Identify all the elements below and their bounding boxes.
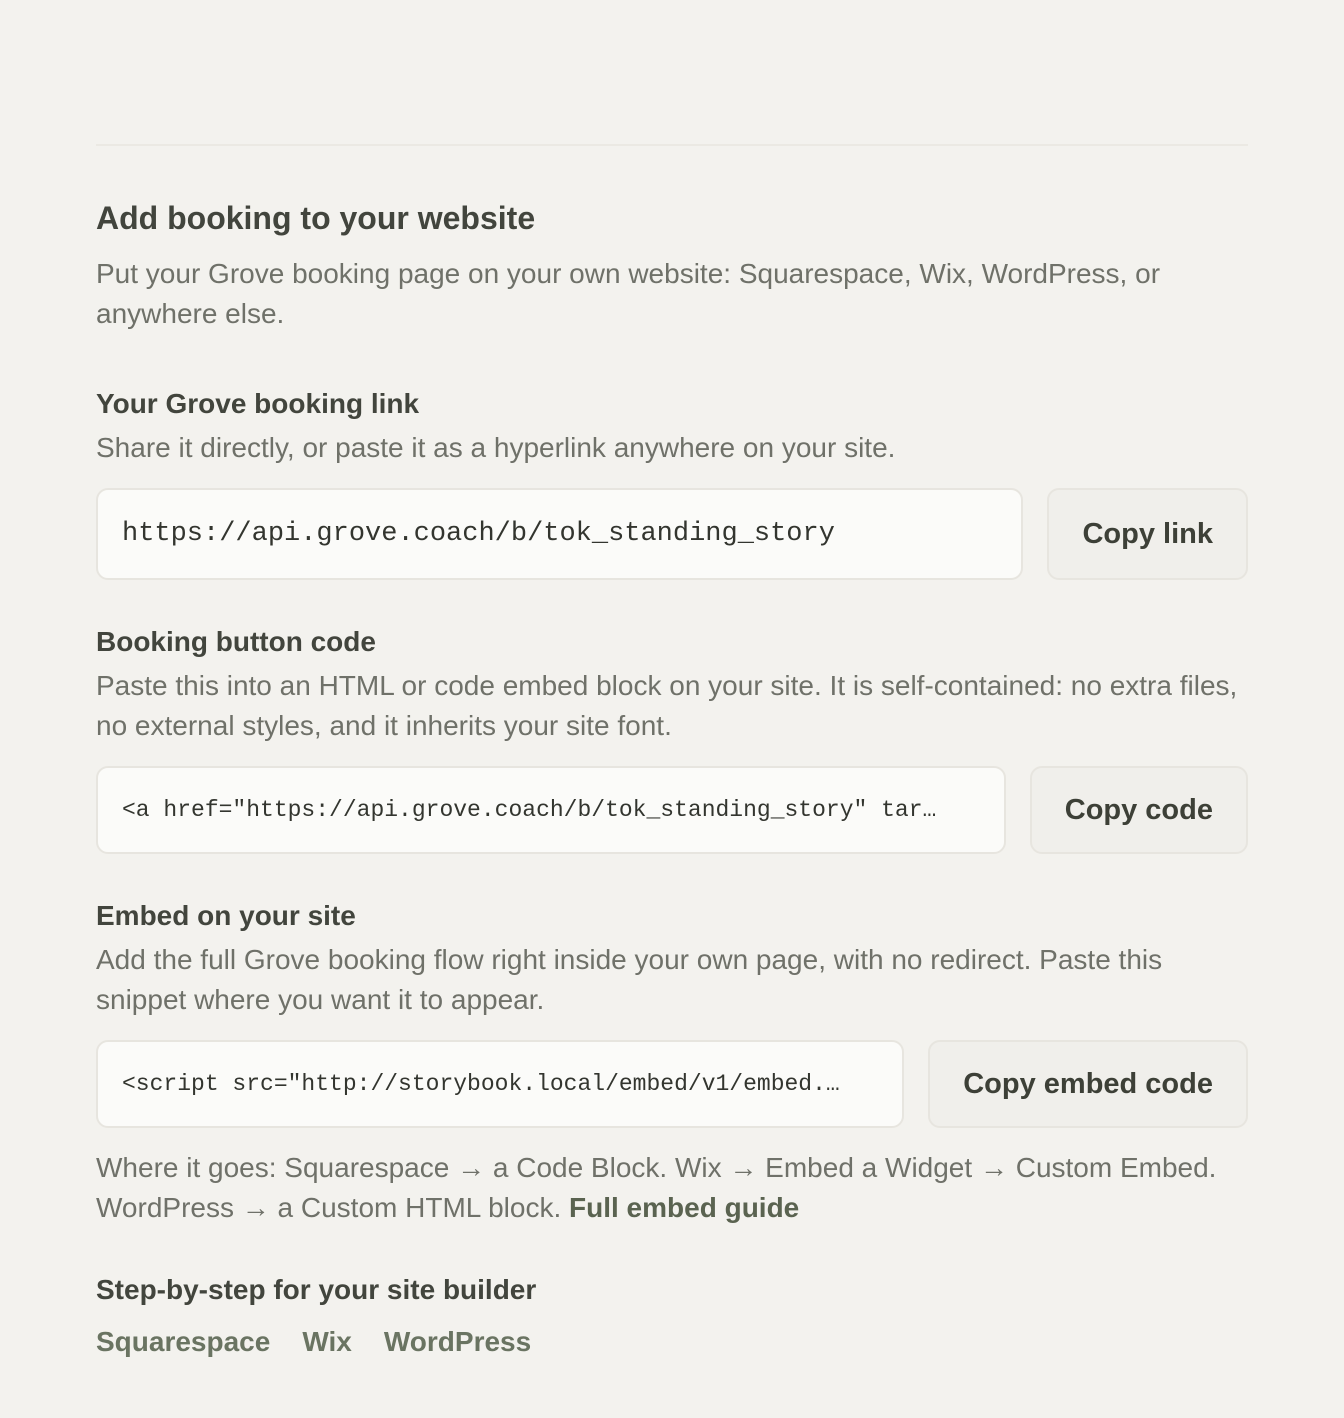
embed-code-field[interactable] [96, 1040, 904, 1128]
copy-embed-code-button[interactable]: Copy embed code [928, 1040, 1248, 1128]
embed-row [96, 1040, 1248, 1128]
builder-links [96, 1324, 1248, 1360]
section-heading: Add booking to your website [96, 200, 536, 236]
booking-link-value: https://api.grove.coach/b/tok_standing_story [122, 519, 835, 549]
booking-link-section [96, 386, 1248, 580]
embed-code-value: <script src="http://storybook.local/embed/v1/embed.… [122, 1071, 840, 1097]
button-code-row [96, 766, 1248, 854]
embed-where-it-goes [96, 1148, 1248, 1228]
copy-link-button[interactable]: Copy link [1047, 488, 1248, 580]
builder-link-wordpress[interactable]: WordPress [383, 1326, 532, 1357]
full-embed-guide-link[interactable]: Full embed guide [569, 1192, 800, 1223]
embed-section [96, 898, 1248, 1228]
button-code-field[interactable] [96, 766, 1006, 854]
embed-description: Add the full Grove booking flow right inside your own page, with no redirect. Paste this snippet where you want it to appear. [96, 944, 1163, 1015]
section-intro: Put your Grove booking page on your own website: Squarespace, Wix, WordPress, or anywhere else. [96, 258, 1161, 329]
button-code-value: <a href="https://api.grove.coach/b/tok_standing_story" tar… [122, 797, 937, 823]
booking-link-description: Share it directly, or paste it as a hyperlink anywhere on your site. [96, 432, 896, 463]
embed-title: Embed on your site [96, 900, 356, 931]
button-code-section [96, 624, 1248, 854]
copy-code-button[interactable]: Copy code [1030, 766, 1248, 854]
booking-link-title: Your Grove booking link [96, 388, 420, 419]
button-code-description: Paste this into an HTML or code embed block on your site. It is self-contained: no extra files, no external styles, and it inherits your site font. [96, 670, 1238, 741]
button-code-title: Booking button code [96, 626, 376, 657]
embed-where-text: Where it goes: Squarespace → a Code Block. Wix → Embed a Widget → Custom Embed. WordPress → a Custom HTML block. [96, 1152, 1217, 1223]
top-divider [96, 144, 1248, 146]
steps-title: Step-by-step for your site builder [96, 1274, 537, 1305]
builder-link-wix[interactable]: Wix [302, 1326, 352, 1357]
booking-link-field[interactable] [96, 488, 1023, 580]
add-booking-section [96, 196, 1248, 1360]
steps-section [96, 1272, 1248, 1360]
booking-link-row [96, 488, 1248, 580]
builder-link-squarespace[interactable]: Squarespace [96, 1326, 271, 1357]
